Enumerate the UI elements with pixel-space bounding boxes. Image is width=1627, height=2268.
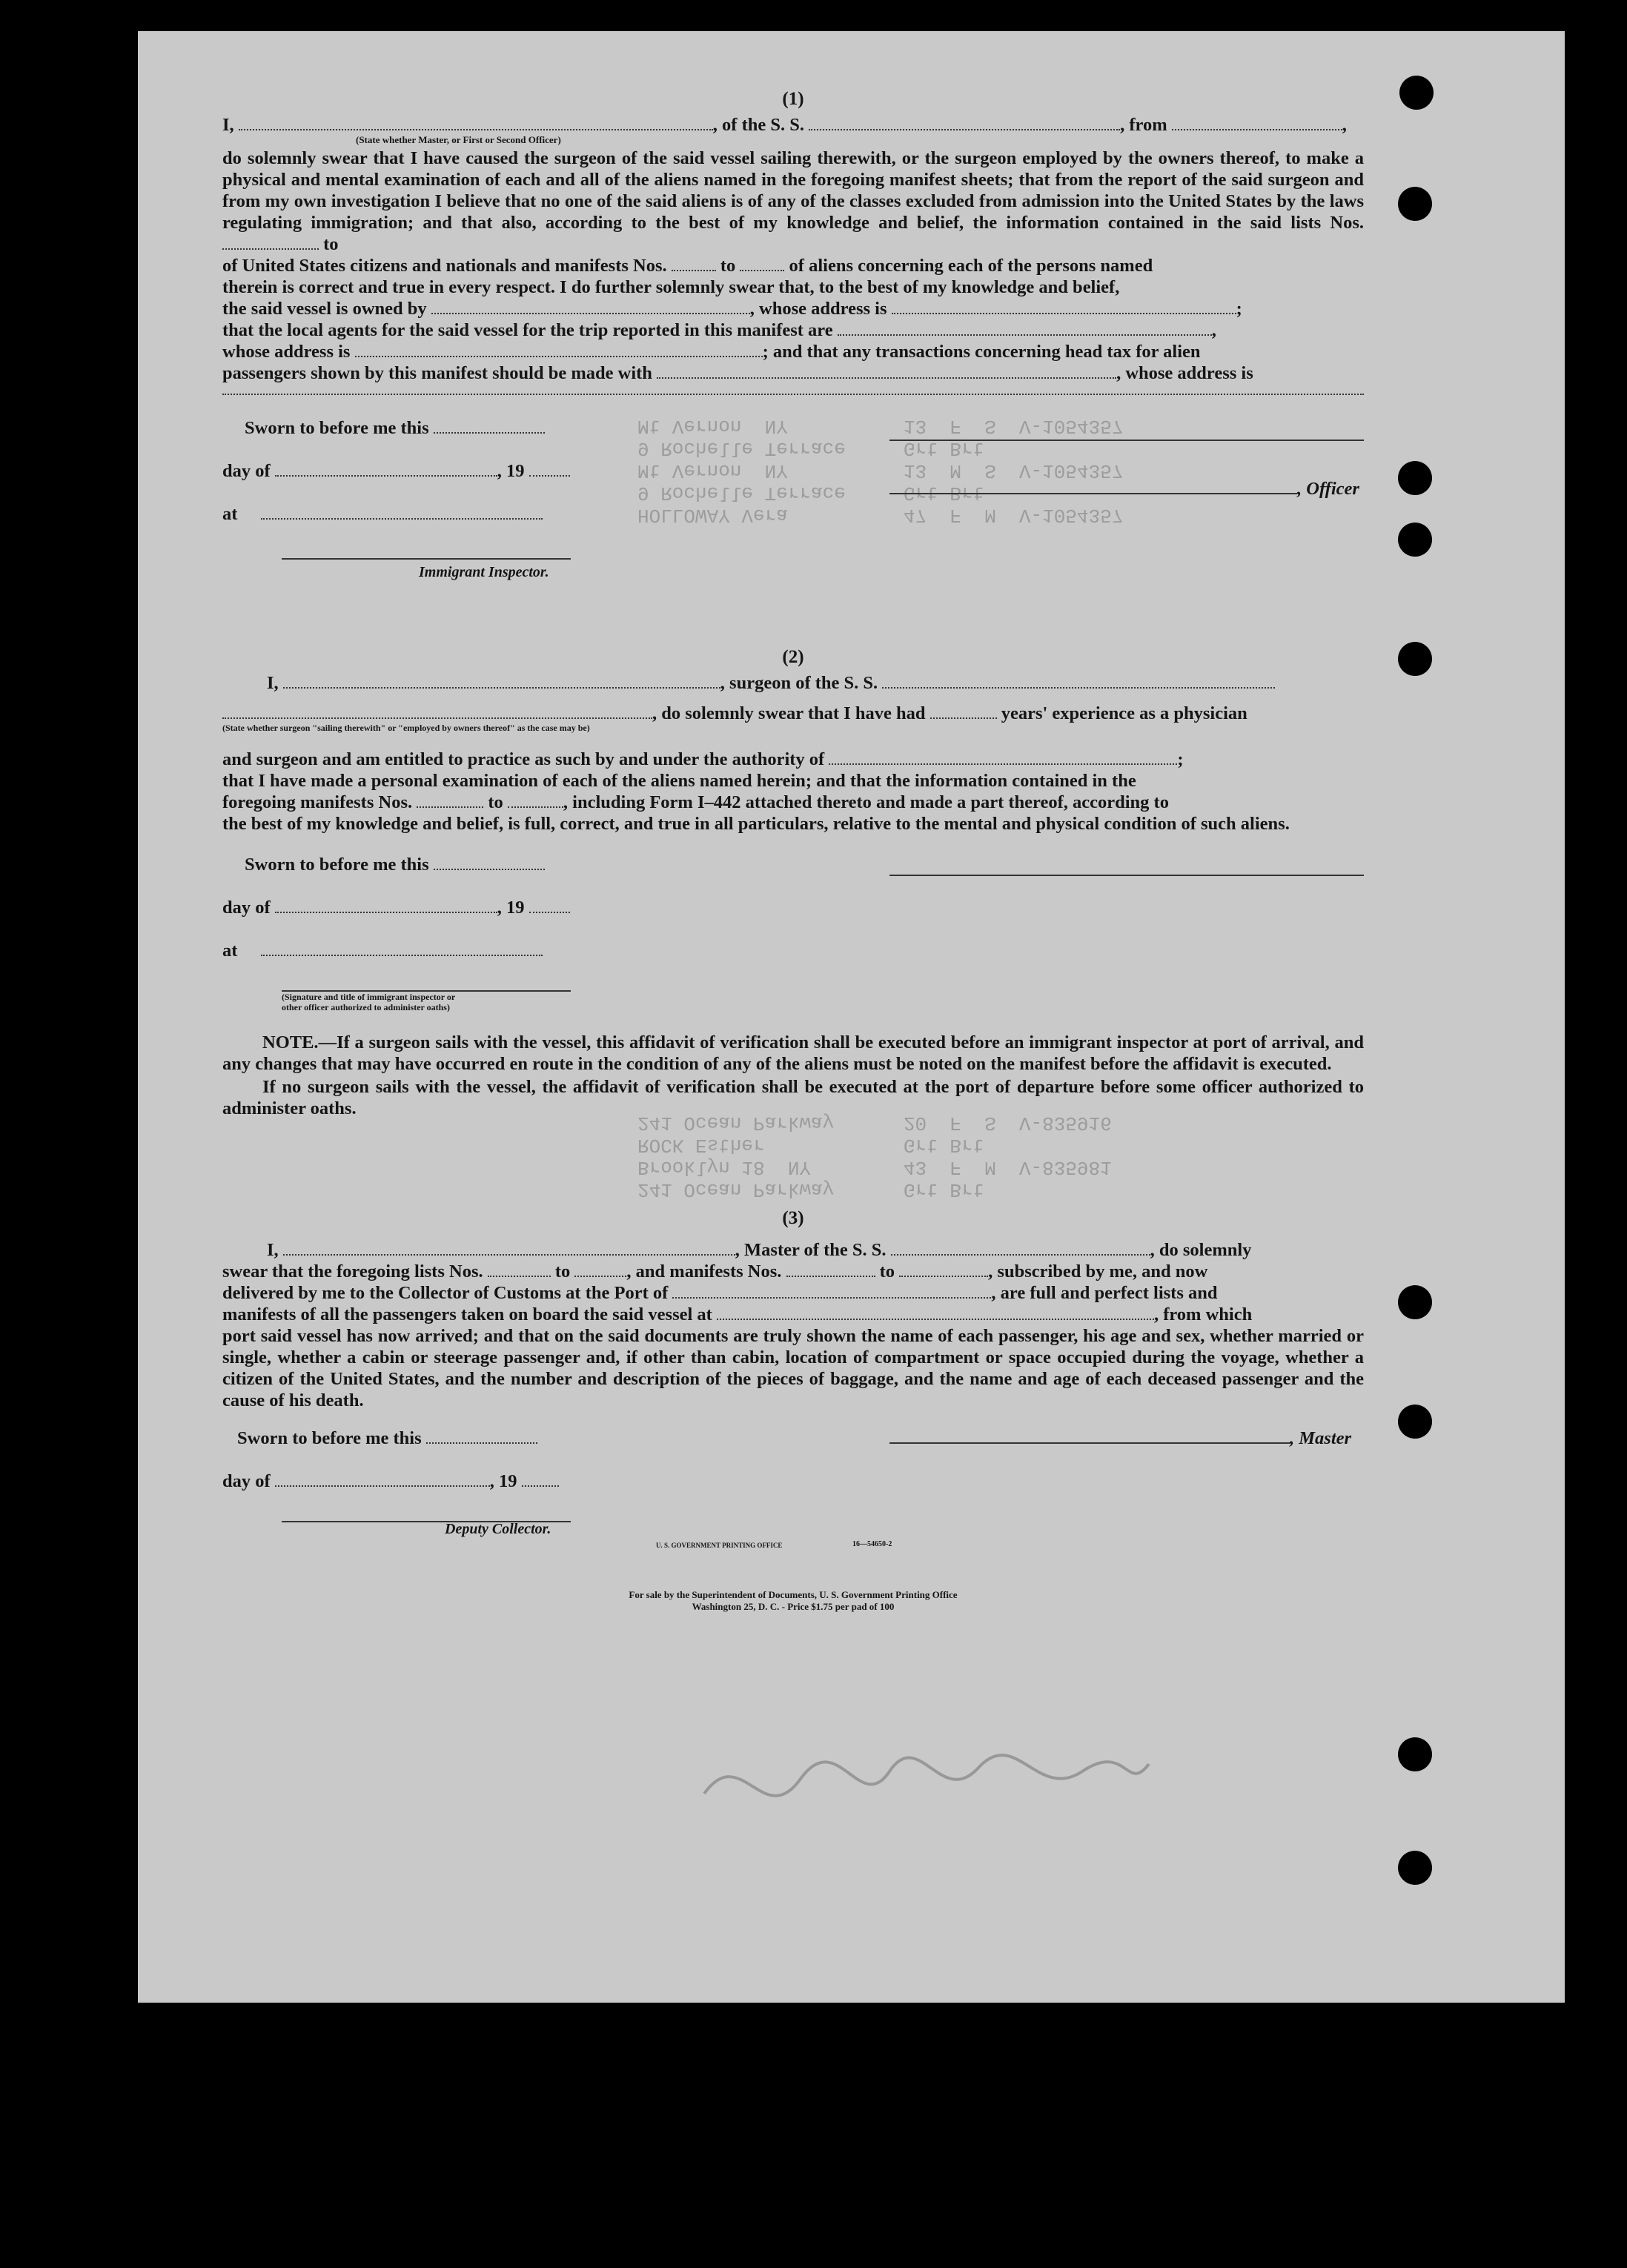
to-label: to — [488, 792, 503, 812]
surgeon-manifests-from-field[interactable] — [417, 792, 483, 808]
signature-note-2: other officer authorized to administer oaths) — [282, 1002, 450, 1012]
month-field[interactable] — [275, 1470, 490, 1487]
to-label: to — [323, 234, 339, 254]
sworn-label: Sworn to before me this — [237, 1428, 422, 1448]
whose-address-label: , whose address is — [1116, 363, 1253, 383]
note-label: NOTE. — [262, 1032, 319, 1052]
master-label: , Master — [1290, 1428, 1352, 1448]
day-of-line — [222, 897, 570, 918]
day-of-label: day of — [222, 898, 271, 918]
collector-label: delivered by me to the Collector of Customs at the Port of — [222, 1283, 669, 1303]
lists-from-field[interactable] — [222, 233, 319, 250]
day-of-label: day of — [222, 1471, 271, 1491]
inspector-signature-field[interactable] — [282, 543, 571, 560]
master-lists-to-field[interactable] — [574, 1261, 626, 1277]
do-solemnly-label: , do solemnly — [1150, 1240, 1252, 1260]
binder-hole — [1398, 461, 1432, 495]
authority-label: and surgeon and am entitled to practice as such by and under the authority of — [222, 749, 825, 769]
bleed-through-text: 241 Ocean Parkway Grt Brt Brooklyn 18 NY 43 F M V-835981 ROCK Esther Grt Brt 241 Ocean Parkway 20 F S V-835916 — [637, 1112, 1112, 1201]
section-3-line-3 — [222, 1282, 1364, 1304]
years-field[interactable] — [930, 703, 997, 719]
manifests-label: foregoing manifests Nos. — [222, 792, 413, 812]
address-label: whose address is — [222, 342, 351, 362]
port-field[interactable] — [672, 1282, 991, 1299]
citizens-label: of United States citizens and nationals and manifests Nos. — [222, 256, 667, 276]
sworn-day-field[interactable] — [434, 854, 545, 870]
note-text: —If a surgeon sails with the vessel, this affidavit of verification shall be executed before an immigrant inspector at port of arrival, and any changes that may have occurred en route in the condition of any of the aliens must be noted on the manifest before the affidavit is executed. — [222, 1032, 1364, 1074]
owned-label: the said vessel is owned by — [222, 299, 427, 319]
surgeon-status-field[interactable] — [222, 703, 652, 719]
master-name-field[interactable] — [283, 1239, 735, 1256]
at-place-field[interactable] — [261, 503, 543, 520]
binder-hole — [1398, 1737, 1432, 1771]
authority-field[interactable] — [829, 749, 1177, 765]
at-place-field[interactable] — [261, 940, 543, 956]
agents-field[interactable] — [838, 319, 1212, 336]
signature-note-1: (Signature and title of immigrant inspector or — [282, 992, 456, 1002]
month-field[interactable] — [275, 460, 497, 477]
surgeon-manifests-to-field[interactable] — [508, 792, 563, 808]
section-3-paragraph: port said vessel has now arrived; and that on the said documents are truly shown the name of each passenger, his age and sex, whether married or single, whether a cabin or steerage passenger and, if other than cabin, location of compartment or space occupied during the voyage, whether a citizen of the United States, and the number and description of the pieces of baggage, and the name and age of each deceased passenger and the cause of his death. — [222, 1326, 1364, 1410]
year-field[interactable] — [529, 897, 570, 913]
surgeon-name-field[interactable] — [283, 672, 720, 689]
sworn-line — [245, 854, 545, 875]
master-signature-field[interactable] — [889, 1428, 1290, 1444]
at-label: at — [222, 504, 238, 524]
surgeon-signature-line[interactable] — [889, 860, 1364, 876]
agents-address-field[interactable] — [355, 341, 763, 357]
from-port-field[interactable] — [1172, 114, 1342, 130]
deputy-signature-field[interactable] — [282, 1506, 571, 1522]
to-label: to — [554, 1261, 571, 1281]
master-signature-line — [889, 1428, 1351, 1449]
section-2-line-1 — [267, 672, 1364, 694]
handwritten-signature — [697, 1727, 1156, 1846]
binder-hole — [1398, 1285, 1432, 1319]
head-tax-party-field[interactable] — [657, 362, 1116, 379]
experience-label: , do solemnly swear that I have had — [652, 703, 926, 723]
aliens-label: of aliens concerning each of the persons named — [789, 256, 1153, 276]
head-tax-label: ; and that any transactions concerning head tax for alien — [762, 342, 1201, 362]
day-of-line — [222, 1470, 559, 1492]
from-which-label: , from which — [1153, 1304, 1253, 1324]
owner-line: the said vessel is owned by , whose address is ; — [222, 299, 1242, 319]
gpo-number: 16—54650-2 — [852, 1540, 892, 1548]
immigrant-inspector-label: Immigrant Inspector. — [419, 564, 549, 580]
manifests-from-field[interactable] — [672, 255, 716, 271]
owner-address-field[interactable] — [892, 298, 1236, 314]
deputy-collector-label: Deputy Collector. — [445, 1521, 551, 1537]
section-1-paragraph — [222, 147, 1364, 255]
officer-signature-line-a — [889, 425, 1364, 441]
section-1-sworn-block — [222, 395, 1364, 588]
year-label: , 19 — [489, 1471, 517, 1491]
month-field[interactable] — [275, 897, 497, 913]
footer-line-1: For sale by the Superintendent of Documents, U. S. Government Printing Office — [629, 1589, 958, 1600]
sworn-day-field[interactable] — [426, 1428, 537, 1444]
examination-line: that I have made a personal examination of each of the aliens named herein; and that the information contained in the — [222, 771, 1136, 791]
full-lists-label: , are full and perfect lists and — [991, 1283, 1218, 1303]
vessel-name-field[interactable] — [809, 114, 1120, 130]
officer-label: , Officer — [1297, 479, 1359, 499]
i-label: I, — [267, 673, 279, 693]
footer — [222, 1589, 1364, 1613]
year-field[interactable] — [522, 1470, 559, 1487]
lists-label: swear that the foregoing lists Nos. — [222, 1261, 483, 1281]
binder-hole — [1398, 187, 1432, 221]
passengers-line — [222, 362, 1364, 384]
subscribed-label: , subscribed by me, and now — [988, 1261, 1208, 1281]
section-3-number: (3) — [782, 1208, 804, 1228]
binder-hole — [1398, 1851, 1432, 1885]
year-label: , 19 — [497, 461, 525, 481]
to-label: to — [879, 1261, 895, 1281]
section-1-number: (1) — [782, 89, 804, 109]
owner-field[interactable] — [431, 298, 750, 314]
year-field[interactable] — [529, 460, 570, 477]
correct-line: therein is correct and true in every respect. I do further solemnly swear that, to the best of my knowledge and belief, — [222, 277, 1120, 297]
section-3-sworn-block — [222, 1411, 1364, 1559]
master-lists-from-field[interactable] — [488, 1261, 551, 1277]
sworn-line — [245, 417, 545, 439]
section-2-number: (2) — [782, 647, 804, 667]
surgeon-of-ss-label: , surgeon of the S. S. — [720, 673, 878, 693]
from-label: , from — [1120, 115, 1167, 135]
physician-label: years' experience as a physician — [1001, 703, 1247, 723]
bleed-through-text: HOLLOWAY Vera 47 F M V-1054357 9 Rochelle Terrace Grt Brt Mt Vernon NY 13 M S V-1054357 9 Rochelle Terrace Grt Brt Mt Vernon NY 13 F S V-1054357 — [637, 415, 1124, 526]
surgeon-vessel-field[interactable] — [882, 672, 1275, 689]
at-label: at — [222, 941, 238, 961]
at-line — [222, 940, 543, 961]
binder-hole — [1398, 523, 1432, 557]
officer-rank-note: (State whether Master, or First or Second Officer) — [356, 134, 561, 145]
sworn-label: Sworn to before me this — [245, 855, 429, 875]
officer-name-field[interactable] — [239, 114, 713, 130]
departure-port-field[interactable] — [717, 1304, 1154, 1320]
master-manifests-from-field[interactable] — [786, 1261, 875, 1277]
agents-line: that the local agents for the said vessel for the trip reported in this manifest are , — [222, 320, 1216, 340]
owner-address-label: , whose address is — [749, 299, 887, 319]
sworn-label: Sworn to before me this — [245, 418, 429, 438]
i-label: I, — [267, 1240, 279, 1260]
section-3-line-2 — [222, 1261, 1364, 1282]
agents-label: that the local agents for the said vessel for the trip reported in this manifest are — [222, 320, 833, 340]
section-1-oath-text: do solemnly swear that I have caused the surgeon of the said vessel sailing therewith, or the surgeon employed by the owners thereof, to make a physical and mental examination of each and all of the aliens named in the foregoing manifest sheets; that from the report of the said surgeon and from my own investigation I believe that no one of the said aliens is of any of the classes excluded from admission into the United States by the laws regulating immigration; and that also, according to the best of my knowledge and belief, the information contained in the said lists Nos. — [222, 148, 1364, 233]
section-3-line-4 — [222, 1304, 1364, 1325]
authority-line: and surgeon and am entitled to practice as such by and under the authority of ; — [222, 749, 1184, 769]
master-of-ss-label: , Master of the S. S. — [735, 1240, 887, 1260]
binder-hole — [1399, 76, 1434, 110]
handwritten-signature — [667, 2135, 1186, 2268]
citizens-line — [222, 255, 1364, 276]
section-2-line-2 — [222, 703, 1364, 724]
i-label: I, — [222, 115, 234, 135]
manifests-label: , and manifests Nos. — [626, 1261, 782, 1281]
officer-signature-field[interactable] — [282, 975, 571, 992]
officer-signature-field[interactable] — [889, 478, 1297, 494]
master-manifests-to-field[interactable] — [899, 1261, 988, 1277]
condition-paragraph: the best of my knowledge and belief, is full, correct, and true in all particulars, relative to the mental and physical condition of such aliens. — [222, 814, 1290, 834]
binder-hole — [1398, 642, 1432, 676]
master-vessel-field[interactable] — [891, 1239, 1150, 1256]
day-of-label: day of — [222, 461, 271, 481]
note-2-paragraph: If no surgeon sails with the vessel, the affidavit of verification shall be executed at the port of departure before some officer authorized to administer oaths. — [222, 1077, 1364, 1118]
note-paragraph — [222, 1032, 1364, 1075]
form-i442-label: , including Form I–442 attached thereto and made a part thereof, according to — [563, 792, 1169, 812]
passengers-label: passengers shown by this manifest should be made with — [222, 363, 652, 383]
taken-on-board-label: manifests of all the passengers taken on board the said vessel at — [222, 1304, 712, 1324]
to-label: to — [720, 256, 736, 276]
gpo-imprint: U. S. GOVERNMENT PRINTING OFFICE — [656, 1542, 783, 1549]
manifests-to-field[interactable] — [740, 255, 784, 271]
section-3-line-1 — [267, 1239, 1364, 1261]
officer-line — [889, 478, 1359, 500]
affidavit-content — [222, 82, 1364, 1613]
section-2-sworn-block — [222, 835, 1364, 1027]
of-ss-label: , of the S. S. — [712, 115, 804, 135]
year-label: , 19 — [497, 898, 525, 918]
manifests-line — [222, 792, 1364, 813]
footer-line-2: Washington 25, D. C. - Price $1.75 per pad of 100 — [692, 1601, 895, 1612]
address-line — [222, 341, 1364, 362]
sworn-line — [237, 1428, 537, 1449]
at-line — [222, 503, 543, 525]
section-1-line-1: I, , of the S. S. , from , — [222, 115, 1347, 135]
surgeon-status-note: (State whether surgeon "sailing therewith" or "employed by owners thereof" as the case may be) — [222, 723, 590, 733]
binder-hole — [1398, 1405, 1432, 1439]
sworn-day-field[interactable] — [434, 417, 545, 434]
day-of-line — [222, 460, 570, 482]
